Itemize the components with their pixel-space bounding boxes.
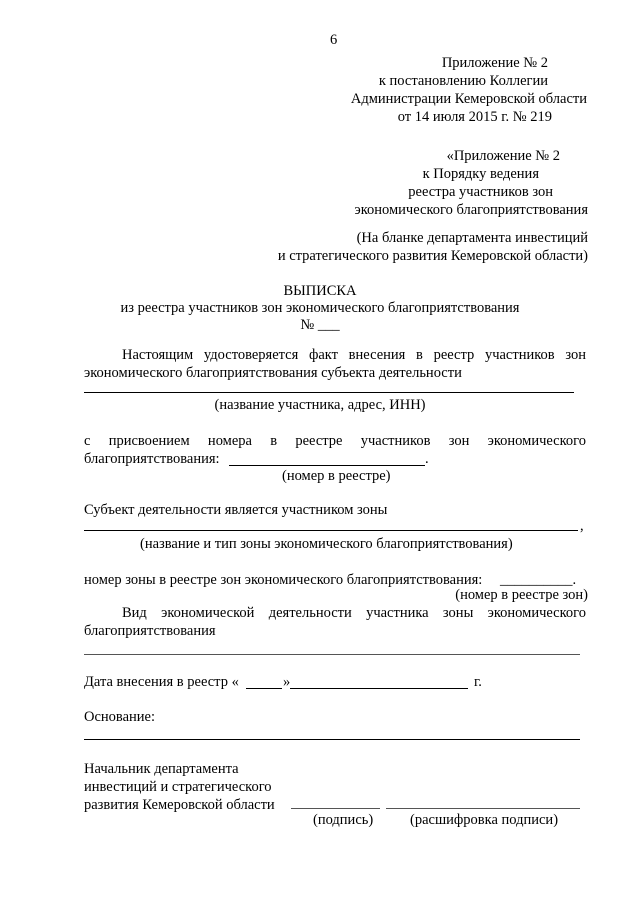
page-number: 6 (330, 32, 338, 48)
signature-decode-blank[interactable] (386, 808, 580, 809)
appendix-line-3: реестра участников зон (408, 184, 553, 200)
para2-line-2-suffix: . (425, 451, 429, 467)
date-suffix: г. (474, 674, 482, 690)
activity-line-1: Вид экономической деятельности участника зоны экономического (122, 605, 586, 621)
appendix-line-2: к Порядку ведения (422, 166, 539, 182)
basis-blank-line[interactable] (84, 739, 580, 740)
document-subtitle: из реестра участников зон экономического благоприятствования (120, 300, 520, 316)
para1-line-2: экономического благоприятствования субъекта деятельности (84, 365, 462, 381)
date-label: Дата внесения в реестр « (84, 674, 239, 690)
signature-line-2: инвестиций и стратегического (84, 779, 272, 795)
para1-line-1: Настоящим удостоверяется факт внесения в реестр участников зон (122, 347, 586, 363)
signature-decode-caption: (расшифровка подписи) (410, 812, 559, 828)
signature-line-3: развития Кемеровской области (84, 797, 275, 813)
appendix-line-4: экономического благоприятствования (354, 202, 588, 218)
document-title: ВЫПИСКА (283, 283, 357, 299)
participant-blank-line[interactable] (84, 392, 574, 393)
basis-label: Основание: (84, 709, 155, 725)
zone-number-caption: (номер в реестре зон) (455, 587, 588, 603)
appendix-line-1: «Приложение № 2 (446, 148, 560, 164)
zone-number-label: номер зоны в реестре зон экономического благоприятствования: (84, 572, 483, 588)
para3-comma: , (580, 518, 584, 534)
signature-blank[interactable] (291, 808, 380, 809)
zone-caption: (название и тип зоны экономического благоприятствования) (140, 536, 513, 552)
para2-line-2-prefix: благоприятствования: (84, 451, 220, 467)
signature-line-1: Начальник департамента (84, 761, 239, 777)
participant-caption: (название участника, адрес, ИНН) (214, 397, 426, 413)
registry-number-caption: (номер в реестре) (282, 468, 391, 484)
date-mid: » (283, 674, 291, 690)
para2-line-1: с присвоением номера в реестре участников зон экономического (84, 433, 586, 449)
blank-note-line-1: (На бланке департамента инвестиций (356, 230, 588, 246)
document-number: № ___ (300, 317, 340, 333)
header-line-1: Приложение № 2 (441, 55, 548, 71)
date-day-blank[interactable] (246, 688, 282, 689)
activity-blank-line[interactable] (84, 654, 580, 655)
blank-note-line-2: и стратегического развития Кемеровской области) (277, 248, 588, 264)
zone-blank-line[interactable] (84, 530, 578, 531)
date-month-blank[interactable] (290, 688, 468, 689)
activity-line-2: благоприятствования (84, 623, 216, 639)
registry-number-blank-line[interactable] (229, 465, 425, 466)
zone-number-blank[interactable]: __________. (500, 572, 577, 588)
header-line-2: к постановлению Коллегии (378, 73, 548, 89)
para3-text: Субъект деятельности является участником зоны (84, 502, 388, 518)
signature-caption: (подпись) (313, 812, 374, 828)
header-line-4: от 14 июля 2015 г. № 219 (397, 109, 552, 125)
header-line-3: Администрации Кемеровской области (350, 91, 587, 107)
